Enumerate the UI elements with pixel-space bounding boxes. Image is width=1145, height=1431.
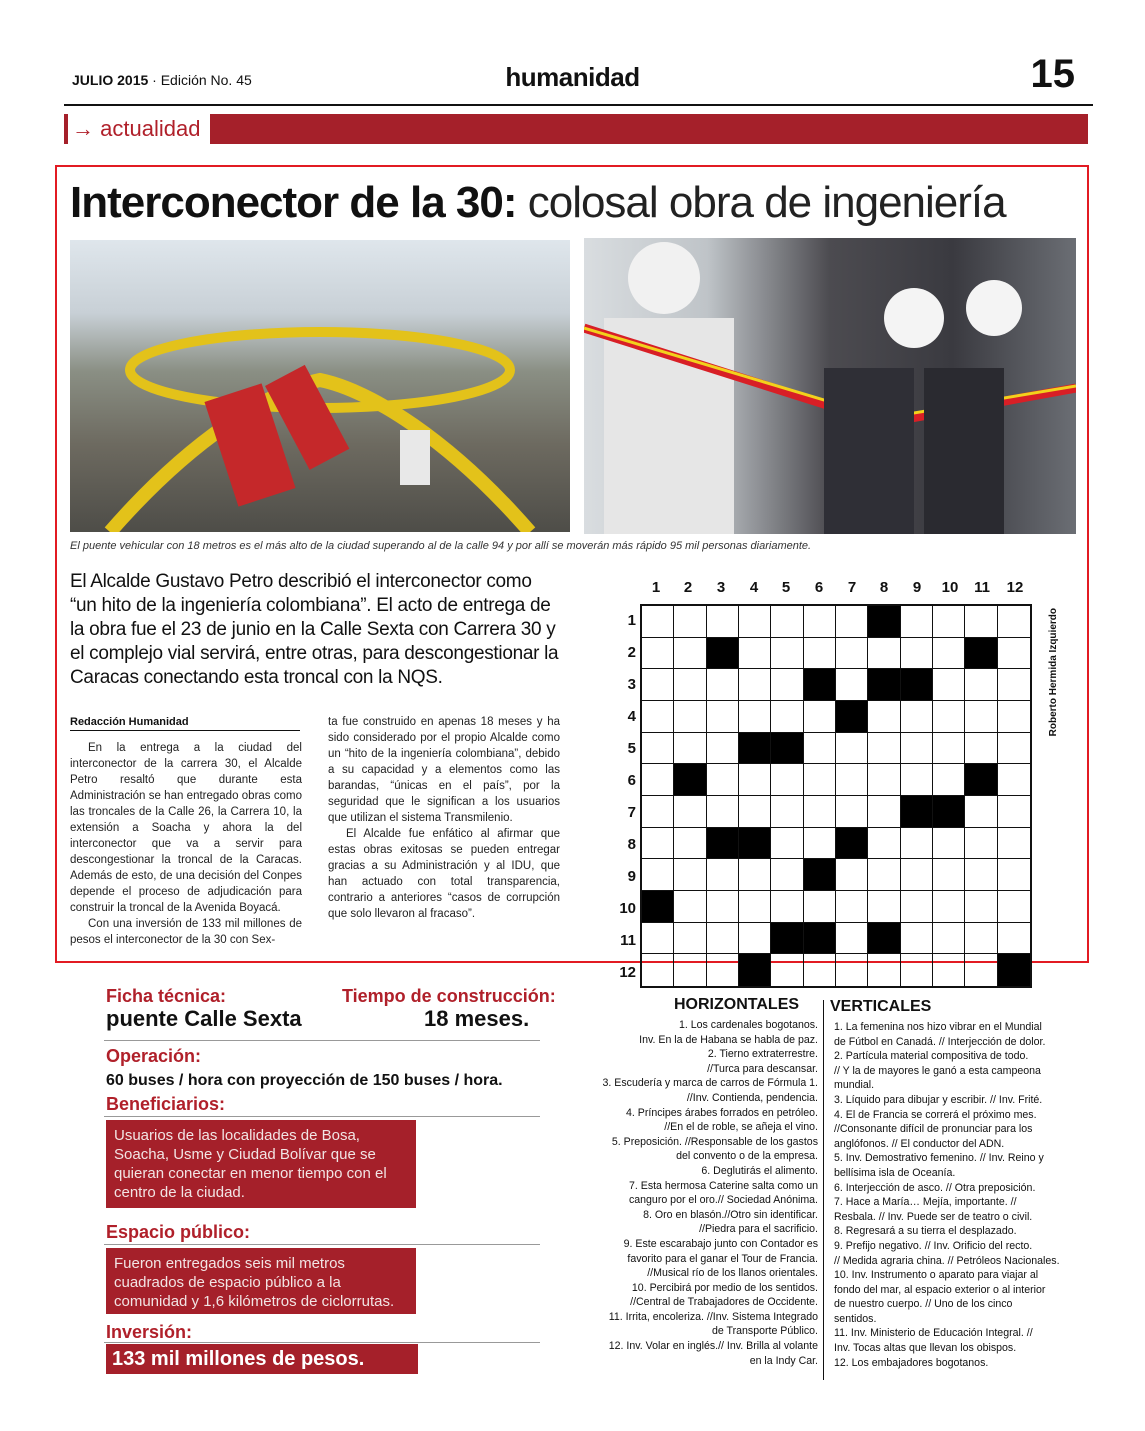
crossword-cell[interactable] [998,923,1030,955]
clue-line: mundial. [834,1079,875,1092]
verticales-list [834,1020,1064,1370]
clue-line: de nuestro cuerpo. // Uno de los cinco [834,1298,1013,1311]
crossword-cell[interactable] [771,669,803,701]
crossword-cell[interactable] [771,796,803,828]
beneficiarios-box: Usuarios de las localidades de Bosa, Soacha, Usme y Ciudad Bolívar que se quieran conectar en menor tiempo con el centro de la ciudad. [106,1120,416,1208]
crossword-cell[interactable] [739,923,771,955]
crossword-cell[interactable] [965,606,997,638]
crossword-cell[interactable] [998,859,1030,891]
crossword-cell[interactable] [642,828,674,860]
clue-line: //En el de roble, se añeja el vino. [664,1121,818,1134]
crossword-black-cell [804,923,836,955]
crossword-cell[interactable] [933,638,965,670]
crossword-cell[interactable] [771,859,803,891]
crossword-cell[interactable] [804,796,836,828]
crossword-cell[interactable] [901,954,933,986]
crossword-cell[interactable] [771,638,803,670]
crossword-cell[interactable] [674,733,706,765]
clue-line: 6. Interjección de asco. // Otra preposición. [834,1181,1036,1194]
issue-date: JULIO 2015 [72,72,149,88]
clue-line: 4. El de Francia se correrá el próximo mes. [834,1108,1037,1121]
crossword-cell[interactable] [998,733,1030,765]
row-number: 1 [627,612,636,629]
crossword-cell[interactable] [707,923,739,955]
crossword-cell[interactable] [771,701,803,733]
crossword-cell[interactable] [707,733,739,765]
column-number: 11 [974,579,990,596]
row-number: 3 [627,676,636,693]
crossword-black-cell [739,828,771,860]
crossword-cell[interactable] [836,954,868,986]
crossword-cell[interactable] [965,923,997,955]
crossword-cell[interactable] [933,733,965,765]
column-number: 1 [651,579,661,596]
crossword-cell[interactable] [998,606,1030,638]
crossword-cell[interactable] [739,796,771,828]
operacion-label: Operación: [106,1046,202,1066]
separator: · [152,72,157,88]
crossword-credit: Roberto Hermida Izquierdo [1048,608,1059,737]
crossword-cell[interactable] [642,606,674,638]
crossword-cell[interactable] [642,859,674,891]
crossword-cell[interactable] [771,828,803,860]
crossword-cell[interactable] [965,859,997,891]
clue-line: //Musical río de los llanos orientales. [647,1267,818,1280]
clue-line: 5. Preposición. //Responsable de los gastos [611,1135,818,1148]
clue-line: 10. Inv. Instrumento o aparato para viajar al [834,1269,1039,1282]
crossword-cell[interactable] [642,669,674,701]
crossword-cell[interactable] [836,669,868,701]
divider [104,1342,540,1343]
column-number: 7 [847,579,857,596]
crossword-cell[interactable] [868,796,900,828]
section-title: actualidad [100,116,201,141]
crossword-cell[interactable] [868,954,900,986]
divider [104,1244,540,1245]
crossword-cell[interactable] [933,669,965,701]
crossword-black-cell [836,828,868,860]
clue-line: Resbala. // Inv. Puede ser de teatro o civil. [834,1210,1033,1223]
column-number: 5 [781,579,791,596]
row-number: 8 [627,836,636,853]
article-headline [70,178,1006,228]
crossword-cell[interactable] [933,891,965,923]
crossword-cell[interactable] [868,733,900,765]
crossword-cell[interactable] [901,923,933,955]
crossword-black-cell [707,638,739,670]
column-number: 9 [912,579,922,596]
clue-line: del convento o de la empresa. [676,1150,818,1163]
paragraph: Con una inversión de 133 mil millones de pesos el interconector de la 30 con Sex- [70,918,302,946]
crossword-cell[interactable] [739,891,771,923]
headline-light: colosal obra de ingeniería [527,178,1006,227]
verticales-title: VERTICALES [830,998,932,1015]
crossword-cell[interactable] [739,701,771,733]
crossword-cell[interactable] [707,796,739,828]
crossword-cell[interactable] [933,923,965,955]
bridge-illustration [70,240,570,532]
divider [104,1116,540,1117]
clue-line: 11. Irrita, encoleriza. //Inv. Sistema Integrado [608,1310,818,1323]
crossword-cell[interactable] [933,859,965,891]
clue-line: canguro por el oro.// Sociedad Anónima. [628,1194,818,1207]
body-column-1 [70,740,302,948]
crossword-cell[interactable] [933,954,965,986]
clue-line: bellísima isla de Oceanía. [834,1166,956,1179]
crossword-black-cell [642,891,674,923]
crossword-cell[interactable] [965,733,997,765]
crossword-cell[interactable] [674,828,706,860]
tiempo-label: Tiempo de construcción: [342,986,556,1006]
ribbon-cutting-illustration [584,238,1076,534]
beneficiarios-label: Beneficiarios: [106,1094,226,1114]
paragraph: En la entrega a la ciudad del interconector de la carrera 30, el Alcalde Petro resaltó que durante esta Administración se han entregado obras como las troncales de la Calle 26, la Carrera 10, la extensión a Soacha y ahora la del interconector que va a servir para descongestionar la troncal de la Caracas. Además de esto, de una decisión del Conpes depende el proceso de adjudicación para construir la troncal de la Avenida Boyacá. [70,742,302,914]
clue-line: 6. Deglutirás el alimento. [701,1164,818,1177]
crossword-cell[interactable] [965,954,997,986]
crossword-cell[interactable] [901,701,933,733]
ribbon-cutting-photo [584,238,1076,534]
photo-caption: El puente vehicular con 18 metros es el más alto de la ciudad superando al de la calle 94 y por allí se moverán más rápido 95 mil personas diariamente. [70,540,812,552]
clue-line: de Transporte Público. [712,1325,818,1338]
crossword-cell[interactable] [771,764,803,796]
crossword-cell[interactable] [965,891,997,923]
crossword-cell[interactable] [804,828,836,860]
clue-line: 2. Tierno extraterrestre. [707,1048,818,1061]
crossword-black-cell [804,669,836,701]
crossword-cell[interactable] [933,606,965,638]
crossword-cell[interactable] [836,796,868,828]
column-number: 6 [814,579,824,596]
crossword-cell[interactable] [707,669,739,701]
crossword-cell[interactable] [739,606,771,638]
crossword-cell[interactable] [707,606,739,638]
crossword-cell[interactable] [707,859,739,891]
row-number: 11 [620,932,636,949]
clue-line: favorito para el ganar el Tour de Francia. [627,1252,818,1265]
crossword-cell[interactable] [868,828,900,860]
crossword-cell[interactable] [965,669,997,701]
crossword-black-cell [868,923,900,955]
crossword-cell[interactable] [674,669,706,701]
clue-line: 1. Los cardenales bogotanos. [679,1019,818,1031]
clue-line: 1. La femenina nos hizo vibrar en el Mundial [834,1021,1042,1033]
byline: Redacción Humanidad [70,716,300,731]
clue-line: 4. Príncipes árabes forrados en petróleo. [626,1106,818,1119]
crossword-black-cell [771,923,803,955]
crossword-cell[interactable] [804,954,836,986]
crossword-cell[interactable] [642,796,674,828]
crossword-cell[interactable] [998,638,1030,670]
crossword-cell[interactable] [674,954,706,986]
crossword-cell[interactable] [674,796,706,828]
row-number: 10 [619,900,636,917]
crossword-cell[interactable] [642,954,674,986]
crossword-black-cell [965,638,997,670]
crossword-cell[interactable] [771,606,803,638]
crossword-cell[interactable] [674,859,706,891]
column-number: 10 [941,579,959,596]
crossword-cell[interactable] [707,764,739,796]
horizontales-list [590,1018,818,1368]
crossword-grid[interactable] [640,604,1032,988]
clue-line: 12. Inv. Volar en inglés.// Inv. Brilla al volante [608,1340,818,1353]
crossword-cell[interactable] [642,764,674,796]
crossword-cell[interactable] [707,701,739,733]
crossword-cell[interactable] [836,891,868,923]
crossword-cell[interactable] [739,638,771,670]
clue-line: 11. Inv. Ministerio de Educación Integral. // [834,1327,1033,1340]
column-number: 12 [1006,579,1024,596]
clue-line: anglófonos. // El conductor del ADN. [834,1137,1005,1150]
column-number: 3 [716,579,726,596]
row-number: 7 [627,804,636,821]
crossword-cell[interactable] [901,606,933,638]
clue-line: //Central de Trabajadores de Occidente. [630,1296,818,1309]
crossword-cell[interactable] [804,764,836,796]
row-number: 5 [627,740,636,757]
crossword-cell[interactable] [674,638,706,670]
crossword-cell[interactable] [836,923,868,955]
crossword-cell[interactable] [901,828,933,860]
crossword-cell[interactable] [868,764,900,796]
crossword-cell[interactable] [707,954,739,986]
crossword-cell[interactable] [739,859,771,891]
edition-number: Edición No. 45 [160,72,252,88]
crossword-cell[interactable] [707,891,739,923]
clue-line: // Medida agraria china. // Petróleos Nacionales. [834,1254,1060,1267]
row-number: 9 [627,868,636,885]
crossword-cell[interactable] [933,764,965,796]
horizontales-title: HORIZONTALES [674,996,800,1013]
crossword-cell[interactable] [836,638,868,670]
row-number: 6 [627,772,636,789]
clue-line: 3. Escudería y marca de carros de Fórmula 1. [602,1077,818,1090]
clue-line: 7. Hace a María… Mejía, importante. // [834,1196,1017,1209]
crossword-cell[interactable] [998,828,1030,860]
row-number: 4 [627,708,636,725]
crossword-cell[interactable] [642,923,674,955]
clue-line: Inv. Tocas altas que llevan los obispos. [834,1342,1017,1355]
column-number: 4 [749,579,759,596]
crossword-cell[interactable] [804,701,836,733]
section-label [68,114,210,144]
espacio-label: Espacio público: [106,1222,251,1242]
crossword-black-cell [739,954,771,986]
crossword-cell[interactable] [901,638,933,670]
article-lead: El Alcalde Gustavo Petro describió el interconector como “un hito de la ingeniería colombiana”. El acto de entrega de la obra fue el 23 de junio en la Calle Sexta con Carrera 30 y el complejo vial servirá, entre otras, para descongestionar la Caracas conectando esta troncal con la NQS. [70,571,559,688]
crossword-cell[interactable] [868,891,900,923]
inversion-label: Inversión: [106,1322,193,1342]
arrow-right-icon: → [72,116,94,141]
clue-line: 9. Este escarabajo junto con Contador es [623,1237,818,1250]
crossword-cell[interactable] [771,891,803,923]
clue-line: //Piedra para el sacrificio. [699,1223,818,1236]
crossword-cell[interactable] [901,859,933,891]
crossword-cell[interactable] [642,638,674,670]
crossword-black-cell [933,796,965,828]
clue-line: en la Indy Car. [749,1354,818,1367]
ficha-value: puente Calle Sexta [106,1006,302,1031]
crossword-cell[interactable] [965,828,997,860]
crossword-black-cell [901,796,933,828]
row-number: 2 [627,644,636,661]
crossword-black-cell [836,701,868,733]
publication-name: humanidad [505,62,640,92]
crossword-black-cell [868,606,900,638]
clue-line: de Fútbol en Canadá. // Interjección de dolor. [834,1035,1046,1048]
crossword-cell[interactable] [674,701,706,733]
clue-line: 2. Partícula material compositiva de todo. [834,1050,1029,1063]
crossword-cell[interactable] [836,764,868,796]
tiempo-value: 18 meses. [424,1006,530,1031]
crossword-black-cell [707,828,739,860]
paragraph: ta fue construido en apenas 18 meses y ha sido considerado por el propio Alcalde como un “hito de la ingeniería colombiana”, debido a su capacidad y a elementos como las barandas, “únicas en el país”, por la seguridad que le significan a los usuarios que utilizan el sistema Transmilenio. [328,716,560,824]
crossword-cell[interactable] [998,701,1030,733]
operacion-value: 60 buses / hora con proyección de 150 buses / hora. [106,1072,503,1089]
crossword-cell[interactable] [674,923,706,955]
crossword-black-cell [901,669,933,701]
crossword-cell[interactable] [998,891,1030,923]
crossword-cell[interactable] [836,606,868,638]
crossword-black-cell [771,733,803,765]
clue-line: 7. Esta hermosa Caterine salta como un [628,1179,818,1192]
crossword-black-cell [739,733,771,765]
crossword-cell[interactable] [901,891,933,923]
clue-line: sentidos. [834,1312,877,1325]
crossword-black-cell [674,764,706,796]
crossword-cell[interactable] [642,701,674,733]
clue-line: 9. Prefijo negativo. // Inv. Orificio del recto. [834,1239,1033,1252]
headline-bold: Interconector de la 30: [70,178,517,227]
crossword-cell[interactable] [933,828,965,860]
clue-line: 12. Los embajadores bogotanos. [834,1356,989,1369]
section-bar [64,114,1088,144]
crossword-cell[interactable] [868,638,900,670]
crossword-cell[interactable] [804,638,836,670]
crossword-cell[interactable] [674,606,706,638]
crossword-black-cell [804,859,836,891]
crossword-cell[interactable] [804,891,836,923]
clue-line: 10. Percibirá por medio de los sentidos. [631,1281,818,1294]
crossword-cell[interactable] [674,891,706,923]
body-column-2 [328,714,560,922]
clue-line: 3. Líquido para dibujar y escribir. // Inv. Frité. [834,1093,1043,1106]
crossword-cell[interactable] [739,764,771,796]
clue-line: fondo del mar, al espacio exterior o al interior [834,1283,1046,1296]
column-number: 2 [683,579,693,596]
bridge-photo [70,240,570,532]
crossword-black-cell [868,669,900,701]
crossword-cell[interactable] [836,733,868,765]
espacio-box: Fueron entregados seis mil metros cuadrados de espacio público a la comunidad y 1,6 kilómetros de ciclorrutas. [106,1248,416,1314]
header-rule [64,104,1093,106]
crossword-cell[interactable] [998,764,1030,796]
crossword-cell[interactable] [965,796,997,828]
crossword-cell[interactable] [868,859,900,891]
clues-divider [823,1000,824,1380]
crossword-cell[interactable] [998,669,1030,701]
crossword-cell[interactable] [739,669,771,701]
paragraph: El Alcalde fue enfático al afirmar que estas obras exitosas se pueden entregar gracias a su Administración y al IDU, que han actuado con total transparencia, contrario a anteriores “casos de corrupción que solo llevaron al fracaso”. [328,828,560,920]
crossword-cell[interactable] [901,733,933,765]
clue-line: 8. Regresará a su tierra el desplazado. [834,1225,1017,1238]
clue-line: 8. Oro en blasón.//Otro sin identificar. [643,1208,818,1221]
crossword-cell[interactable] [836,859,868,891]
crossword-black-cell [965,764,997,796]
column-number: 8 [879,579,889,596]
crossword-cell[interactable] [868,701,900,733]
clue-line: //Consonante difícil de pronunciar para los [834,1123,1033,1136]
page-number: 15 [1030,52,1075,96]
row-number: 12 [619,964,636,981]
clue-line: Inv. En la de Habana se habla de paz. [639,1033,818,1046]
crossword-cell[interactable] [901,764,933,796]
crossword-cell[interactable] [933,701,965,733]
crossword-cell[interactable] [998,796,1030,828]
clue-line: //Inv. Contienda, pendencia. [686,1091,818,1104]
crossword-cell[interactable] [771,954,803,986]
divider [104,1040,540,1041]
inversion-box: 133 mil millones de pesos. [106,1344,418,1374]
clue-line: // Y la de mayores le ganó a esta campeona [834,1064,1041,1077]
crossword-cell[interactable] [804,733,836,765]
clue-line: 5. Inv. Demostrativo femenino. // Inv. Reino y [834,1152,1044,1165]
crossword-cell[interactable] [804,606,836,638]
crossword-cell[interactable] [642,733,674,765]
clue-line: //Turca para descansar. [707,1062,818,1075]
crossword-cell[interactable] [965,701,997,733]
crossword-black-cell [998,954,1030,986]
ficha-label: Ficha técnica: [106,986,227,1006]
